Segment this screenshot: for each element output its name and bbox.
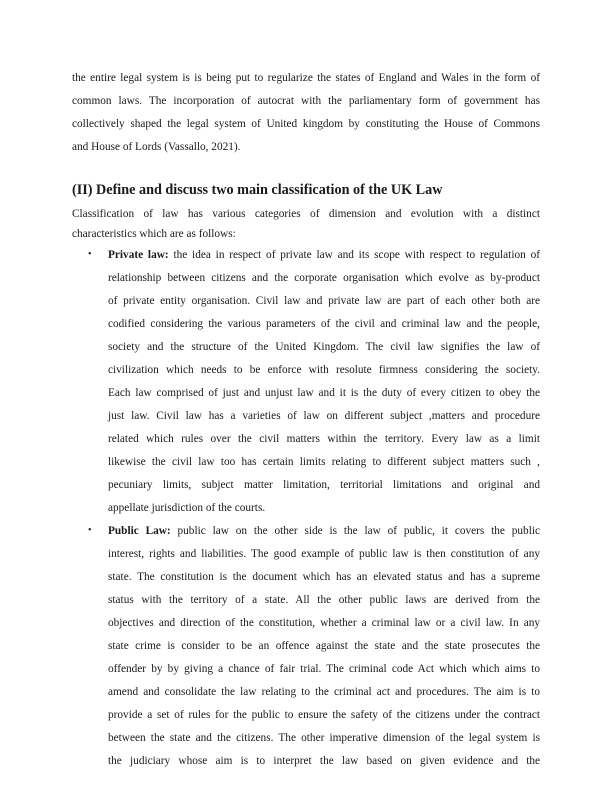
public-law-line: provide a set of rules for the public to ensure the safety of the citizens under the contract: [108, 709, 540, 721]
private-law-line: likewise the civil law too has certain limits relating to different subject matters such ,: [108, 456, 540, 468]
public-law-first-line: public law on the other side is the law of public, it covers the public: [170, 525, 540, 537]
private-law-line: codified considering the various parameters of the civil and criminal law and the people,: [108, 318, 540, 330]
public-law-line: offender by by giving a chance of fair trial. The criminal code Act which which aims to: [108, 663, 540, 675]
private-law-line: civilization which needs to be enforce with resolute firmness considering the society.: [108, 364, 540, 376]
classification-line-1: Classification of law has various categories of dimension and evolution with a distinct: [72, 208, 540, 220]
public-law-line: state crime is consider to be an offence against the state and the state prosecutes the: [108, 640, 540, 652]
public-law-line: status with the territory of a state. All the other public laws are derived from the: [108, 594, 540, 606]
bullet-icon: •: [88, 525, 92, 536]
private-law-line: of private entity organisation. Civil law and private law are part of each other both are: [108, 295, 540, 307]
private-law-line: society and the structure of the United Kingdom. The civil law signifies the law of: [108, 341, 540, 353]
public-law-line: amend and consolidate the law relating to the criminal act and procedures. The aim is to: [108, 686, 540, 698]
public-law-line-1: [108, 524, 540, 538]
private-law-line: relationship between citizens and the corporate organisation which evolve as by-product: [108, 272, 540, 284]
private-law-line: pecuniary limits, subject matter limitation, territorial limitations and original and: [108, 479, 540, 491]
section-heading: (II) Define and discuss two main classification of the UK Law: [72, 182, 443, 198]
public-law-term: Public Law:: [108, 525, 171, 537]
public-law-line: objectives and direction of the constitution, whether a criminal law or a civil law. In any: [108, 617, 540, 629]
private-law-first-line: the idea in respect of private law and its scope with respect to regulation of: [168, 249, 540, 261]
private-law-line-1: [108, 248, 540, 262]
public-law-line: between the state and the citizens. The other imperative dimension of the legal system is: [108, 732, 540, 744]
intro-line-3: collectively shaped the legal system of United kingdom by constituting the House of Commons: [72, 118, 540, 130]
classification-line-2: characteristics which are as follows:: [72, 228, 236, 240]
bullet-icon: •: [88, 249, 92, 260]
public-law-line: interest, rights and liabilities. The good example of public law is then constitution of any: [108, 548, 540, 560]
intro-line-1: the entire legal system is is being put to regularize the states of England and Wales in the form of: [72, 72, 540, 84]
private-law-term: Private law:: [108, 249, 169, 261]
private-law-line: just law. Civil law has a varieties of law on different subject ,matters and procedure: [108, 410, 540, 422]
private-law-line: appellate jurisdiction of the courts.: [108, 502, 266, 514]
public-law-line: the judiciary whose aim is to interpret the law based on given evidence and the: [108, 755, 540, 767]
intro-line-4: and House of Lords (Vassallo, 2021).: [72, 141, 241, 153]
intro-line-2: common laws. The incorporation of autocrat with the parliamentary form of government has: [72, 95, 540, 107]
private-law-line: related which rules over the civil matters within the territory. Every law as a limit: [108, 433, 540, 445]
public-law-line: state. The constitution is the document which has an elevated status and has a supreme: [108, 571, 540, 583]
private-law-line: Each law comprised of just and unjust law and it is the duty of every citizen to obey the: [108, 387, 540, 399]
